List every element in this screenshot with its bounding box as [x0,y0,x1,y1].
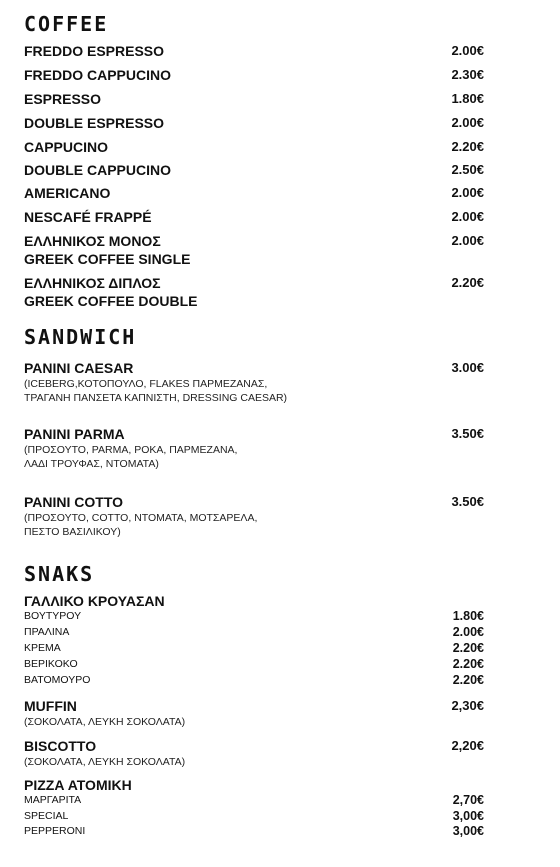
item-price: 3.50€ [451,494,484,509]
item-price: 3.00€ [451,360,484,375]
item-name: ΕΛΛΗΝΙΚΟΣ ΔΙΠΛΟΣ [24,275,161,291]
item-description: ΛΑΔΙ ΤΡΟΥΦΑΣ, ΝΤΟΜΑΤΑ) [24,458,159,470]
item-description: (ΣΟΚΟΛΑΤΑ, ΛΕΥΚΗ ΣΟΚΟΛΑΤΑ) [24,716,186,728]
item-description: (ΠΡΟΣΟΥΤΟ, PARMA, ΡΟΚΑ, ΠΑΡΜΕΖΑΝΑ, [24,444,238,456]
item-price: 2.50€ [451,162,484,177]
item-name: MUFFIN [24,698,77,714]
option-label: PEPPERONI [24,825,86,837]
item-price: 2.30€ [451,67,484,82]
item-price: 2,30€ [451,698,484,713]
section-title-coffee: COFFEE [24,12,109,36]
item-name: NESCAFÉ FRAPPÉ [24,209,152,225]
option-label: ΒΑΤΟΜΟΥΡΟ [24,674,91,686]
menu-item-freddo-espresso [24,42,484,60]
section-title-snaks: SNAKS [24,562,95,586]
option-label: SPECIAL [24,810,69,822]
menu-item-pizza [24,776,484,794]
item-price: 2.00€ [451,209,484,224]
item-price: 2.20€ [451,275,484,290]
item-price: 3.50€ [451,426,484,441]
menu-item-espresso [24,90,484,108]
option-row [24,626,484,639]
item-name: DOUBLE ESPRESSO [24,115,165,131]
menu-item-muffin [24,697,484,729]
option-row [24,794,484,807]
menu-item-double-espresso [24,114,484,132]
item-price: 2.00€ [451,43,484,58]
option-row [24,642,484,655]
item-price: 2,20€ [451,738,484,753]
item-price: 2.00€ [451,115,484,130]
item-name: ESPRESSO [24,91,102,107]
menu-item-nescafe-frappe [24,208,484,226]
menu-item-panini-parma [24,425,484,471]
item-description: ΠΕΣΤΟ ΒΑΣΙΛΙΚΟΥ) [24,526,121,538]
menu-item-biscotto [24,737,484,769]
option-price: 2.20€ [452,641,484,655]
item-name-english: GREEK COFFEE DOUBLE [24,293,198,309]
item-name: BISCOTTO [24,738,97,754]
option-price: 2.20€ [452,673,484,687]
item-name: CAPPUCINO [24,139,109,155]
menu-item-double-cappucino [24,161,484,179]
item-name: PANINI CAESAR [24,360,134,376]
item-price: 2.00€ [451,185,484,200]
item-name: ΕΛΛΗΝΙΚΟΣ ΜΟΝΟΣ [24,233,161,249]
menu-item-greek-coffee-single [24,232,484,268]
item-name: AMERICANO [24,185,111,201]
option-price: 1.80€ [452,609,484,623]
option-price: 2.20€ [452,657,484,671]
item-price: 2.00€ [451,233,484,248]
option-row [24,610,484,623]
item-description: (ICEBERG,ΚΟΤΟΠΟΥΛΟ, FLAKES ΠΑΡΜΕΖΑΝΑΣ, [24,378,268,390]
option-label: ΒΕΡΙΚΟΚΟ [24,658,78,670]
item-name-english: GREEK COFFEE SINGLE [24,251,191,267]
option-label: ΠΡΑΛΙΝΑ [24,626,70,638]
item-name: PANINI PARMA [24,426,125,442]
item-description: ΤΡΑΓΑΝΗ ΠΑΝΣΕΤΑ ΚΑΠΝΙΣΤΗ, DRESSING CAESAR) [24,392,288,404]
menu-item-greek-coffee-double [24,274,484,310]
item-description: (ΠΡΟΣΟΥΤΟ, COTTO, ΝΤΟΜΑΤΑ, ΜΟΤΣΑΡΕΛΑ, [24,512,258,524]
menu-item-panini-caesar [24,359,484,405]
item-name: PANINI COTTO [24,494,124,510]
option-price: 2.00€ [452,625,484,639]
item-price: 2.20€ [451,139,484,154]
item-price: 1.80€ [451,91,484,106]
item-name: ΓΑΛΛΙΚΟ ΚΡΟΥΑΣΑΝ [24,593,165,609]
item-name: DOUBLE CAPPUCINO [24,162,172,178]
menu-item-freddo-cappucino [24,66,484,84]
option-row [24,825,484,838]
item-name: FREDDO ESPRESSO [24,43,165,59]
item-description: (ΣΟΚΟΛΑΤΑ, ΛΕΥΚΗ ΣΟΚΟΛΑΤΑ) [24,756,186,768]
menu-item-croissant [24,592,484,610]
option-label: ΒΟΥΤΥΡΟΥ [24,610,82,622]
option-price: 2,70€ [452,793,484,807]
item-name: FREDDO CAPPUCINO [24,67,172,83]
menu-item-panini-cotto [24,493,484,539]
option-price: 3,00€ [452,824,484,838]
option-row [24,810,484,823]
menu-item-cappucino [24,138,484,156]
option-price: 3,00€ [452,809,484,823]
item-name: PIZZA ΑΤΟΜΙΚΗ [24,777,132,793]
section-title-sandwich: SANDWICH [24,325,137,349]
menu-item-americano [24,184,484,202]
option-row [24,674,484,687]
option-row [24,658,484,671]
option-label: ΜΑΡΓΑΡΙΤΑ [24,794,82,806]
option-label: ΚΡΕΜΑ [24,642,61,654]
